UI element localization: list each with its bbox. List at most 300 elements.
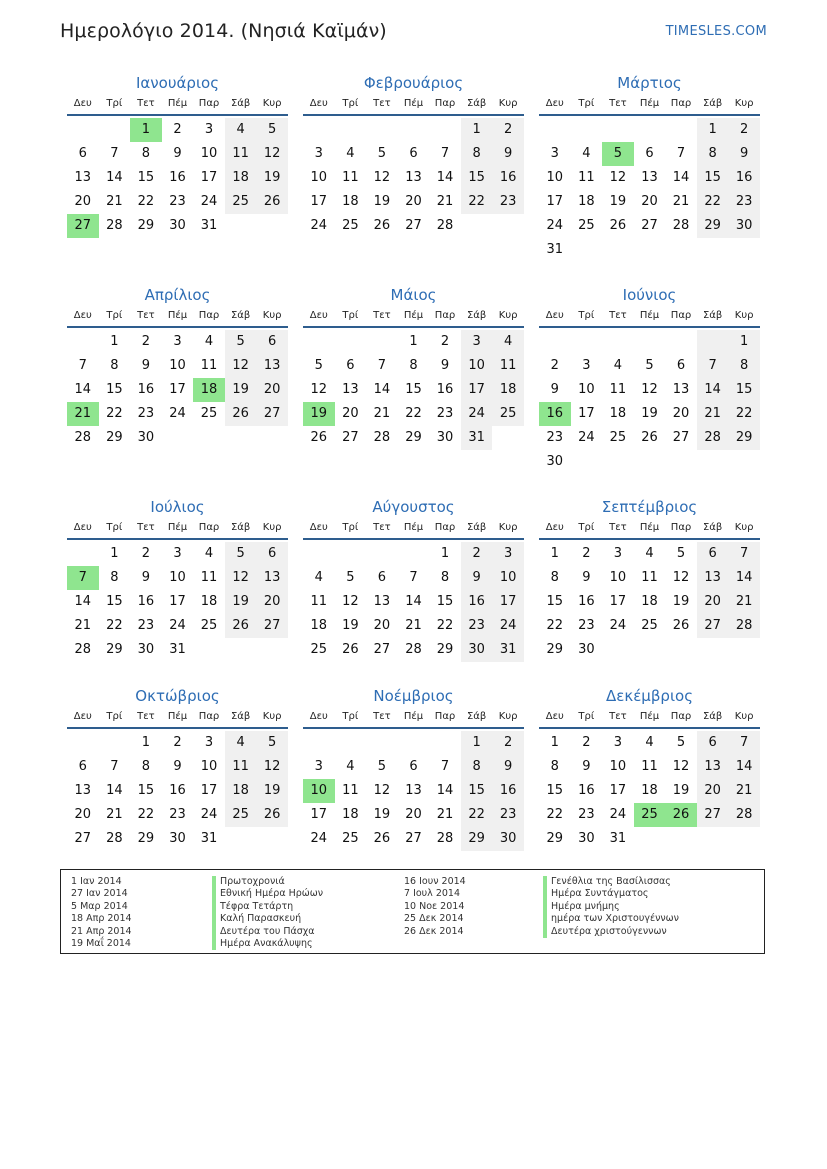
day-cell[interactable]: 6	[409, 759, 418, 774]
day-cell[interactable]: 31	[461, 426, 493, 450]
day-cell[interactable]: 9	[141, 570, 151, 585]
day-cell[interactable]: 18	[342, 194, 359, 209]
day-cell[interactable]: 20	[405, 807, 422, 822]
day-cell[interactable]: 7	[67, 566, 99, 590]
day-cell[interactable]: 6	[645, 146, 654, 161]
day-cell[interactable]: 29	[137, 218, 155, 233]
day-cell[interactable]: 20	[405, 194, 422, 209]
day-cell[interactable]: 2	[550, 358, 559, 373]
day-cell[interactable]: 6	[256, 542, 288, 566]
day-cell[interactable]: 1	[550, 546, 559, 561]
day-cell[interactable]: 26	[609, 218, 627, 233]
day-cell[interactable]: 24	[546, 218, 564, 233]
day-cell[interactable]: 3	[314, 146, 323, 161]
day-cell[interactable]: 27	[405, 831, 422, 846]
day-cell[interactable]: 2	[582, 735, 591, 750]
day-cell[interactable]: 15	[728, 378, 760, 402]
day-cell[interactable]: 3	[613, 546, 623, 561]
day-cell[interactable]: 12	[609, 170, 627, 185]
day-cell[interactable]: 4	[613, 358, 623, 373]
day-cell[interactable]: 27	[672, 430, 690, 445]
day-cell[interactable]: 11	[492, 354, 524, 378]
brand-link[interactable]: TIMESLES.COM	[665, 24, 767, 39]
day-cell[interactable]: 7	[409, 570, 418, 585]
day-cell[interactable]: 1	[141, 735, 151, 750]
day-cell[interactable]: 6	[697, 542, 729, 566]
day-cell[interactable]: 22	[728, 402, 760, 426]
day-cell[interactable]: 26	[256, 803, 288, 827]
day-cell[interactable]: 25	[609, 430, 627, 445]
day-cell[interactable]: 21	[728, 590, 760, 614]
day-cell[interactable]: 21	[436, 807, 454, 822]
day-cell[interactable]: 2	[173, 122, 182, 137]
day-cell[interactable]: 20	[697, 590, 729, 614]
day-cell[interactable]: 6	[256, 330, 288, 354]
day-cell[interactable]: 10	[609, 759, 627, 774]
day-cell[interactable]: 5	[602, 142, 634, 166]
day-cell[interactable]: 15	[546, 594, 564, 609]
day-cell[interactable]: 20	[697, 779, 729, 803]
day-cell[interactable]: 10	[609, 570, 627, 585]
day-cell[interactable]: 16	[539, 402, 571, 426]
day-cell[interactable]: 11	[225, 142, 257, 166]
day-cell[interactable]: 13	[74, 170, 92, 185]
day-cell[interactable]: 25	[200, 406, 218, 421]
day-cell[interactable]: 7	[697, 354, 729, 378]
day-cell[interactable]: 1	[130, 118, 162, 142]
day-cell[interactable]: 16	[492, 779, 524, 803]
day-cell[interactable]: 5	[256, 118, 288, 142]
day-cell[interactable]: 10	[310, 170, 328, 185]
day-cell[interactable]: 9	[173, 759, 182, 774]
day-cell[interactable]: 21	[672, 194, 690, 209]
day-cell[interactable]: 22	[106, 618, 123, 633]
day-cell[interactable]: 9	[550, 382, 559, 397]
day-cell[interactable]: 20	[342, 406, 359, 421]
day-cell[interactable]: 1	[697, 118, 729, 142]
day-cell[interactable]: 10	[303, 779, 335, 803]
day-cell[interactable]: 19	[373, 194, 391, 209]
day-cell[interactable]: 31	[609, 831, 627, 846]
day-cell[interactable]: 7	[440, 146, 450, 161]
day-cell[interactable]: 21	[74, 618, 92, 633]
day-cell[interactable]: 1	[461, 118, 493, 142]
day-cell[interactable]: 31	[200, 218, 218, 233]
day-cell[interactable]: 26	[310, 430, 328, 445]
day-cell[interactable]: 4	[346, 146, 355, 161]
day-cell[interactable]: 8	[550, 570, 559, 585]
day-cell[interactable]: 20	[74, 194, 92, 209]
day-cell[interactable]: 17	[169, 594, 186, 609]
day-cell[interactable]: 5	[676, 735, 686, 750]
day-cell[interactable]: 13	[256, 354, 288, 378]
day-cell[interactable]: 4	[204, 546, 214, 561]
day-cell[interactable]: 13	[74, 783, 92, 798]
day-cell[interactable]: 31	[200, 831, 218, 846]
day-cell[interactable]: 6	[346, 358, 355, 373]
day-cell[interactable]: 1	[550, 735, 559, 750]
day-cell[interactable]: 10	[546, 170, 564, 185]
day-cell[interactable]: 19	[303, 402, 335, 426]
day-cell[interactable]: 25	[492, 402, 524, 426]
day-cell[interactable]: 2	[492, 731, 524, 755]
day-cell[interactable]: 7	[728, 731, 760, 755]
day-cell[interactable]: 7	[377, 358, 387, 373]
day-cell[interactable]: 16	[436, 382, 454, 397]
day-cell[interactable]: 2	[728, 118, 760, 142]
day-cell[interactable]: 15	[137, 783, 155, 798]
day-cell[interactable]: 6	[697, 731, 729, 755]
day-cell[interactable]: 11	[225, 755, 257, 779]
day-cell[interactable]: 5	[645, 358, 654, 373]
day-cell[interactable]: 3	[492, 542, 524, 566]
day-cell[interactable]: 26	[641, 430, 658, 445]
day-cell[interactable]: 4	[346, 759, 355, 774]
day-cell[interactable]: 27	[697, 803, 729, 827]
day-cell[interactable]: 26	[665, 803, 697, 827]
day-cell[interactable]: 14	[728, 566, 760, 590]
day-cell[interactable]: 16	[578, 783, 595, 798]
day-cell[interactable]: 2	[141, 546, 151, 561]
day-cell[interactable]: 19	[225, 590, 257, 614]
day-cell[interactable]: 4	[492, 330, 524, 354]
day-cell[interactable]: 24	[578, 430, 595, 445]
day-cell[interactable]: 17	[310, 194, 328, 209]
day-cell[interactable]: 25	[200, 618, 218, 633]
day-cell[interactable]: 25	[342, 831, 359, 846]
day-cell[interactable]: 6	[409, 146, 418, 161]
day-cell[interactable]: 20	[373, 618, 391, 633]
day-cell[interactable]: 11	[342, 170, 359, 185]
day-cell[interactable]: 24	[492, 614, 524, 638]
day-cell[interactable]: 1	[110, 334, 119, 349]
day-cell[interactable]: 21	[436, 194, 454, 209]
day-cell[interactable]: 27	[697, 614, 729, 638]
day-cell[interactable]: 24	[200, 194, 218, 209]
day-cell[interactable]: 2	[141, 334, 151, 349]
day-cell[interactable]: 5	[314, 358, 323, 373]
day-cell[interactable]: 9	[582, 759, 591, 774]
day-cell[interactable]: 25	[225, 190, 257, 214]
day-cell[interactable]: 7	[78, 358, 87, 373]
day-cell[interactable]: 27	[373, 642, 391, 657]
day-cell[interactable]: 7	[440, 759, 450, 774]
day-cell[interactable]: 19	[609, 194, 627, 209]
day-cell[interactable]: 19	[672, 594, 690, 609]
day-cell[interactable]: 5	[256, 731, 288, 755]
day-cell[interactable]: 31	[492, 638, 524, 662]
day-cell[interactable]: 8	[461, 142, 493, 166]
day-cell[interactable]: 3	[613, 735, 623, 750]
day-cell[interactable]: 20	[256, 378, 288, 402]
day-cell[interactable]: 18	[492, 378, 524, 402]
day-cell[interactable]: 18	[193, 378, 225, 402]
day-cell[interactable]: 17	[310, 807, 328, 822]
day-cell[interactable]: 21	[373, 406, 391, 421]
day-cell[interactable]: 7	[110, 759, 119, 774]
day-cell[interactable]: 16	[728, 166, 760, 190]
day-cell[interactable]: 18	[342, 807, 359, 822]
day-cell[interactable]: 11	[609, 382, 627, 397]
day-cell[interactable]: 14	[697, 378, 729, 402]
day-cell[interactable]: 8	[141, 146, 151, 161]
day-cell[interactable]: 21	[67, 402, 99, 426]
day-cell[interactable]: 30	[728, 214, 760, 238]
day-cell[interactable]: 10	[461, 354, 493, 378]
day-cell[interactable]: 4	[314, 570, 323, 585]
day-cell[interactable]: 23	[137, 406, 155, 421]
day-cell[interactable]: 8	[440, 570, 450, 585]
day-cell[interactable]: 13	[405, 783, 422, 798]
day-cell[interactable]: 14	[74, 382, 92, 397]
day-cell[interactable]: 4	[645, 735, 654, 750]
day-cell[interactable]: 2	[461, 542, 493, 566]
day-cell[interactable]: 12	[225, 354, 257, 378]
day-cell[interactable]: 31	[546, 242, 564, 257]
day-cell[interactable]: 9	[492, 142, 524, 166]
day-cell[interactable]: 26	[373, 831, 391, 846]
day-cell[interactable]: 18	[200, 594, 218, 609]
day-cell[interactable]: 17	[609, 594, 627, 609]
day-cell[interactable]: 4	[645, 546, 654, 561]
day-cell[interactable]: 12	[256, 755, 288, 779]
day-cell[interactable]: 16	[461, 590, 493, 614]
day-cell[interactable]: 18	[225, 166, 257, 190]
day-cell[interactable]: 24	[169, 618, 186, 633]
day-cell[interactable]: 21	[405, 618, 422, 633]
day-cell[interactable]: 17	[169, 382, 186, 397]
day-cell[interactable]: 23	[169, 194, 186, 209]
day-cell[interactable]: 22	[436, 618, 454, 633]
day-cell[interactable]: 30	[578, 831, 595, 846]
day-cell[interactable]: 21	[697, 402, 729, 426]
day-cell[interactable]: 13	[342, 382, 359, 397]
day-cell[interactable]: 23	[461, 614, 493, 638]
day-cell[interactable]: 29	[728, 426, 760, 450]
day-cell[interactable]: 3	[204, 122, 214, 137]
day-cell[interactable]: 18	[225, 779, 257, 803]
day-cell[interactable]: 22	[461, 190, 493, 214]
day-cell[interactable]: 13	[373, 594, 391, 609]
day-cell[interactable]: 29	[461, 827, 493, 851]
day-cell[interactable]: 28	[74, 430, 92, 445]
day-cell[interactable]: 16	[137, 382, 155, 397]
day-cell[interactable]: 17	[609, 783, 627, 798]
day-cell[interactable]: 15	[461, 779, 493, 803]
day-cell[interactable]: 5	[377, 759, 387, 774]
day-cell[interactable]: 13	[672, 382, 690, 397]
day-cell[interactable]: 19	[373, 807, 391, 822]
day-cell[interactable]: 9	[461, 566, 493, 590]
day-cell[interactable]: 30	[169, 218, 186, 233]
day-cell[interactable]: 18	[609, 406, 627, 421]
day-cell[interactable]: 3	[173, 334, 182, 349]
day-cell[interactable]: 13	[405, 170, 422, 185]
day-cell[interactable]: 14	[74, 594, 92, 609]
day-cell[interactable]: 14	[672, 170, 690, 185]
day-cell[interactable]: 30	[578, 642, 595, 657]
day-cell[interactable]: 26	[342, 642, 359, 657]
day-cell[interactable]: 23	[492, 190, 524, 214]
day-cell[interactable]: 29	[405, 430, 422, 445]
day-cell[interactable]: 27	[342, 430, 359, 445]
day-cell[interactable]: 24	[310, 831, 328, 846]
day-cell[interactable]: 29	[106, 430, 123, 445]
day-cell[interactable]: 15	[546, 783, 564, 798]
day-cell[interactable]: 22	[137, 807, 155, 822]
day-cell[interactable]: 11	[310, 594, 328, 609]
day-cell[interactable]: 12	[373, 170, 391, 185]
day-cell[interactable]: 30	[492, 827, 524, 851]
day-cell[interactable]: 28	[436, 831, 454, 846]
day-cell[interactable]: 4	[225, 731, 257, 755]
day-cell[interactable]: 21	[106, 807, 123, 822]
day-cell[interactable]: 2	[492, 118, 524, 142]
day-cell[interactable]: 24	[200, 807, 218, 822]
day-cell[interactable]: 23	[436, 406, 454, 421]
day-cell[interactable]: 20	[672, 406, 690, 421]
day-cell[interactable]: 1	[728, 330, 760, 354]
day-cell[interactable]: 9	[728, 142, 760, 166]
day-cell[interactable]: 22	[461, 803, 493, 827]
day-cell[interactable]: 3	[204, 735, 214, 750]
day-cell[interactable]: 7	[110, 146, 119, 161]
day-cell[interactable]: 12	[310, 382, 328, 397]
day-cell[interactable]: 29	[106, 642, 123, 657]
day-cell[interactable]: 8	[141, 759, 151, 774]
day-cell[interactable]: 23	[728, 190, 760, 214]
day-cell[interactable]: 28	[106, 831, 123, 846]
day-cell[interactable]: 12	[672, 759, 690, 774]
day-cell[interactable]: 10	[169, 358, 186, 373]
day-cell[interactable]: 22	[546, 618, 564, 633]
day-cell[interactable]: 28	[405, 642, 422, 657]
day-cell[interactable]: 3	[173, 546, 182, 561]
day-cell[interactable]: 24	[609, 807, 627, 822]
day-cell[interactable]: 28	[436, 218, 454, 233]
day-cell[interactable]: 11	[342, 783, 359, 798]
day-cell[interactable]: 30	[436, 430, 454, 445]
day-cell[interactable]: 19	[342, 618, 359, 633]
day-cell[interactable]: 15	[137, 170, 155, 185]
day-cell[interactable]: 26	[256, 190, 288, 214]
day-cell[interactable]: 3	[461, 330, 493, 354]
day-cell[interactable]: 14	[436, 783, 454, 798]
day-cell[interactable]: 5	[377, 146, 387, 161]
day-cell[interactable]: 1	[409, 334, 418, 349]
day-cell[interactable]: 7	[728, 542, 760, 566]
day-cell[interactable]: 16	[169, 170, 186, 185]
day-cell[interactable]: 4	[225, 118, 257, 142]
day-cell[interactable]: 24	[169, 406, 186, 421]
day-cell[interactable]: 10	[200, 759, 218, 774]
day-cell[interactable]: 12	[672, 570, 690, 585]
day-cell[interactable]: 22	[405, 406, 422, 421]
day-cell[interactable]: 5	[346, 570, 355, 585]
day-cell[interactable]: 23	[169, 807, 186, 822]
day-cell[interactable]: 8	[550, 759, 559, 774]
day-cell[interactable]: 11	[200, 570, 218, 585]
day-cell[interactable]: 10	[200, 146, 218, 161]
day-cell[interactable]: 30	[137, 430, 155, 445]
day-cell[interactable]: 9	[492, 755, 524, 779]
day-cell[interactable]: 14	[106, 170, 123, 185]
day-cell[interactable]: 12	[256, 142, 288, 166]
day-cell[interactable]: 2	[173, 735, 182, 750]
day-cell[interactable]: 8	[110, 358, 119, 373]
day-cell[interactable]: 31	[169, 642, 186, 657]
day-cell[interactable]: 28	[373, 430, 391, 445]
day-cell[interactable]: 30	[169, 831, 186, 846]
day-cell[interactable]: 26	[672, 618, 690, 633]
day-cell[interactable]: 25	[225, 803, 257, 827]
day-cell[interactable]: 14	[106, 783, 123, 798]
day-cell[interactable]: 8	[728, 354, 760, 378]
day-cell[interactable]: 8	[409, 358, 418, 373]
day-cell[interactable]: 25	[310, 642, 328, 657]
day-cell[interactable]: 6	[377, 570, 387, 585]
day-cell[interactable]: 9	[173, 146, 182, 161]
day-cell[interactable]: 19	[641, 406, 658, 421]
day-cell[interactable]: 12	[373, 783, 391, 798]
day-cell[interactable]: 28	[74, 642, 92, 657]
day-cell[interactable]: 12	[641, 382, 658, 397]
day-cell[interactable]: 21	[106, 194, 123, 209]
day-cell[interactable]: 13	[697, 755, 729, 779]
day-cell[interactable]: 20	[74, 807, 92, 822]
day-cell[interactable]: 18	[310, 618, 328, 633]
day-cell[interactable]: 2	[582, 546, 591, 561]
day-cell[interactable]: 29	[546, 831, 564, 846]
day-cell[interactable]: 17	[492, 590, 524, 614]
day-cell[interactable]: 15	[461, 166, 493, 190]
day-cell[interactable]: 22	[697, 190, 729, 214]
day-cell[interactable]: 17	[578, 406, 595, 421]
day-cell[interactable]: 28	[728, 803, 760, 827]
day-cell[interactable]: 16	[169, 783, 186, 798]
day-cell[interactable]: 17	[461, 378, 493, 402]
day-cell[interactable]: 10	[578, 382, 595, 397]
day-cell[interactable]: 26	[225, 402, 257, 426]
day-cell[interactable]: 28	[106, 218, 123, 233]
day-cell[interactable]: 1	[440, 546, 450, 561]
day-cell[interactable]: 23	[137, 618, 155, 633]
day-cell[interactable]: 13	[697, 566, 729, 590]
day-cell[interactable]: 10	[169, 570, 186, 585]
day-cell[interactable]: 19	[256, 779, 288, 803]
day-cell[interactable]: 23	[492, 803, 524, 827]
day-cell[interactable]: 17	[546, 194, 564, 209]
day-cell[interactable]: 22	[546, 807, 564, 822]
day-cell[interactable]: 29	[546, 642, 564, 657]
day-cell[interactable]: 9	[582, 570, 591, 585]
day-cell[interactable]: 15	[106, 594, 123, 609]
day-cell[interactable]: 25	[342, 218, 359, 233]
day-cell[interactable]: 5	[676, 546, 686, 561]
day-cell[interactable]: 23	[546, 430, 564, 445]
day-cell[interactable]: 27	[641, 218, 658, 233]
day-cell[interactable]: 11	[200, 358, 218, 373]
day-cell[interactable]: 24	[609, 618, 627, 633]
day-cell[interactable]: 13	[641, 170, 658, 185]
day-cell[interactable]: 18	[578, 194, 595, 209]
day-cell[interactable]: 15	[697, 166, 729, 190]
day-cell[interactable]: 11	[641, 759, 658, 774]
day-cell[interactable]: 24	[461, 402, 493, 426]
day-cell[interactable]: 24	[310, 218, 328, 233]
day-cell[interactable]: 30	[461, 638, 493, 662]
day-cell[interactable]: 25	[641, 618, 658, 633]
